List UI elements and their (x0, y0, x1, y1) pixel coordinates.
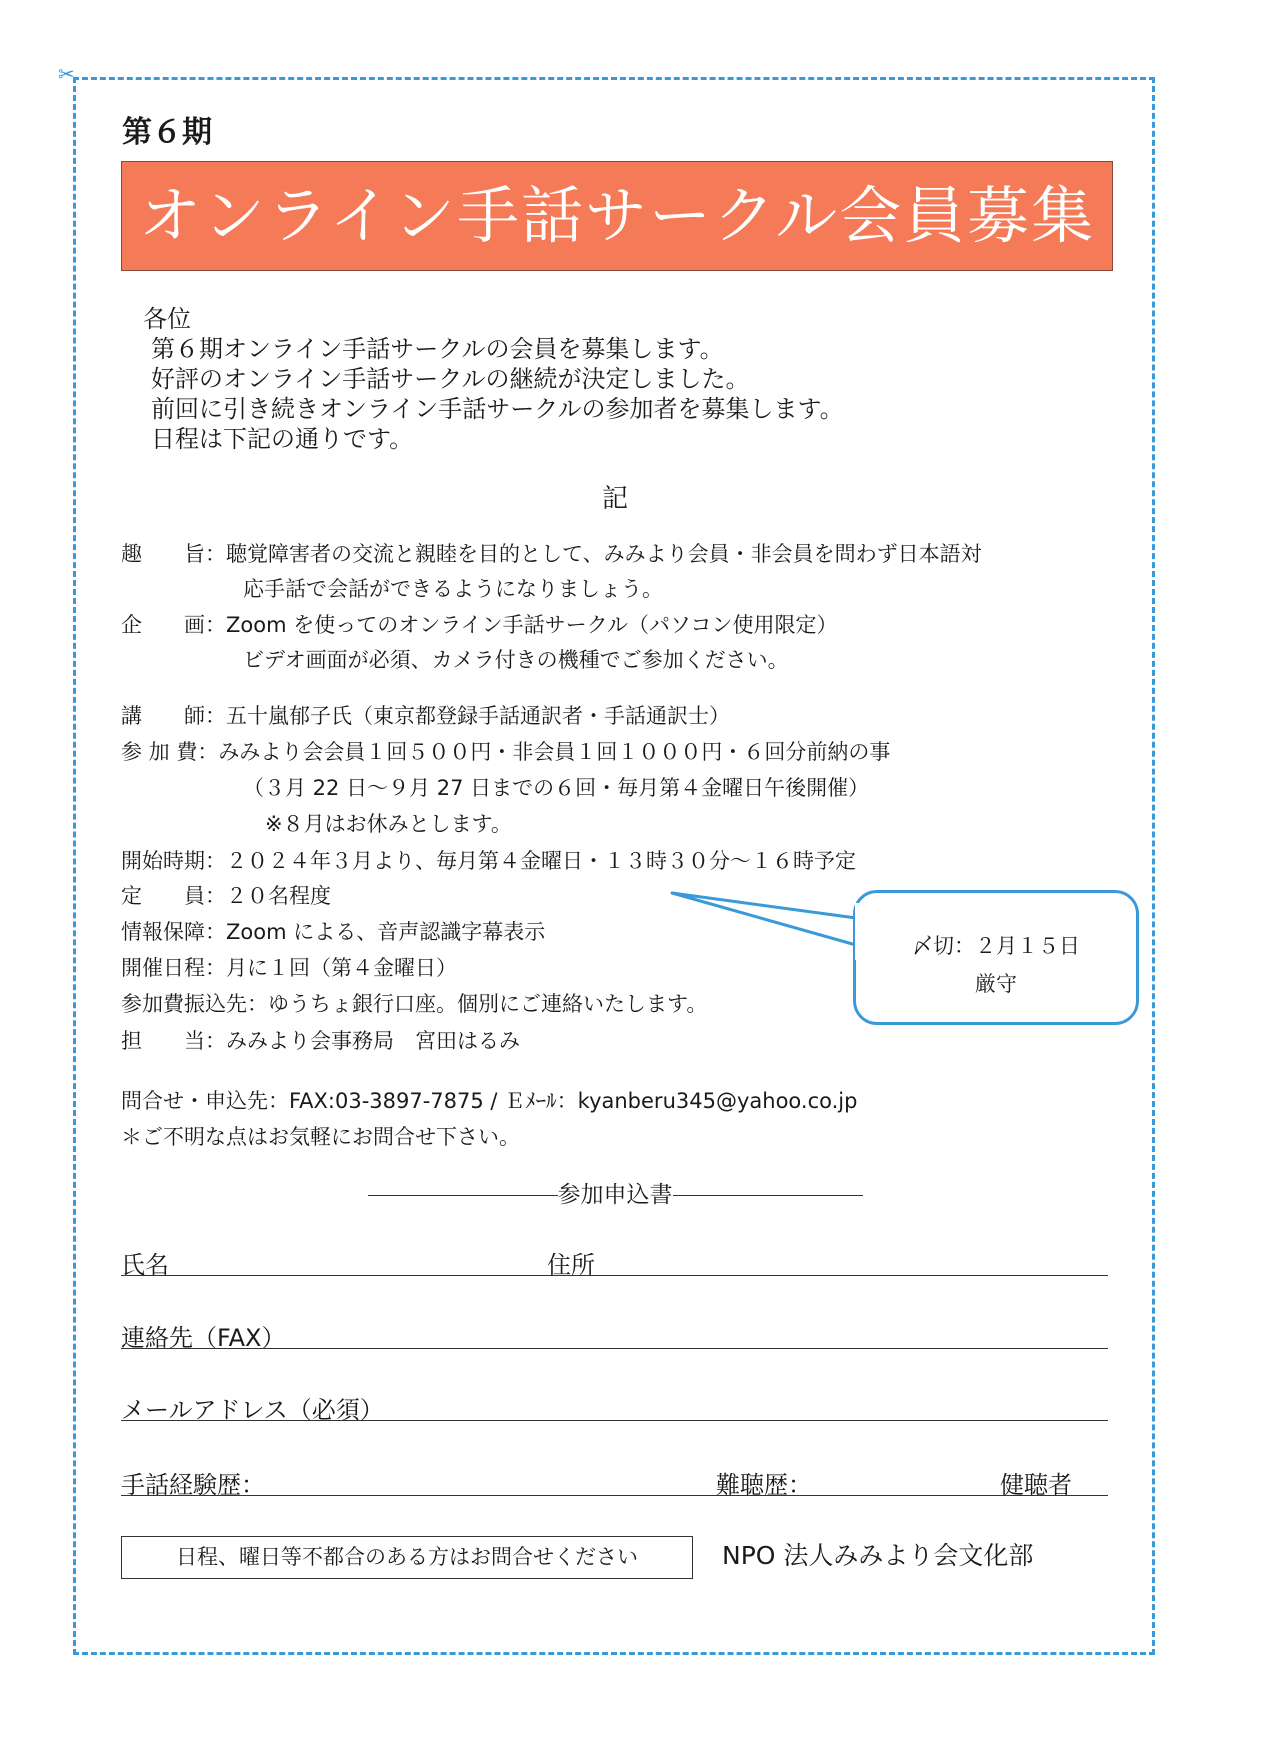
deadline-text: 〆切：２月１５日 (912, 934, 1080, 958)
fee-row-cont: （３月 22 日～９月 27 日までの６回・毎月第４金曜日午後開催） (243, 776, 870, 800)
separator-line (368, 1195, 558, 1196)
banner-title: オンライン手話サークル会員募集 (121, 161, 1113, 271)
start-label: 開始時期： (121, 849, 226, 873)
deadline-strict: 厳守 (975, 972, 1017, 996)
fax-underline[interactable] (121, 1348, 1108, 1349)
fee-label: 参 加 費： (121, 740, 219, 764)
scissors-icon: ✂ (58, 62, 75, 86)
capacity-text: ２０名程度 (226, 884, 331, 908)
purpose-text: 聴覚障害者の交流と親睦を目的として、みみより会員・非会員を問わず日本語対 (226, 542, 982, 566)
email-underline[interactable] (121, 1420, 1108, 1421)
info-text: Zoom による、音声認識字幕表示 (226, 920, 546, 944)
term-heading: 第６期 (122, 115, 212, 150)
info-label: 情報保障： (121, 920, 226, 944)
start-row (121, 845, 856, 875)
fax-field-label: 連絡先（FAX） (121, 1324, 286, 1352)
fee-note: ※８月はお休みとします。 (265, 812, 512, 836)
address-field-label: 住所 (547, 1251, 595, 1279)
intro-line: 第６期オンライン手話サークルの会員を募集します。 (151, 335, 724, 363)
purpose-row-cont: 応手話で会話ができるようになりましょう。 (243, 577, 663, 601)
intro-line: 日程は下記の通りです。 (151, 425, 414, 453)
hearing-person-label: 健聴者 (1000, 1471, 1072, 1499)
plan-text: Zoom を使ってのオンライン手話サークル（パソコン使用限定） (226, 613, 838, 637)
contact-person-row (121, 1025, 520, 1055)
intro-text (143, 304, 844, 454)
separator-line (673, 1195, 863, 1196)
start-text: ２０２４年３月より、毎月第４金曜日・１３時３０分～１６時予定 (226, 849, 856, 873)
plan-row-cont: ビデオ画面が必須、カメラ付きの機種でご参加ください。 (243, 648, 789, 672)
organization-name: NPO 法人みみより会文化部 (722, 1541, 1034, 1570)
capacity-row (121, 880, 331, 910)
callout-gap-mask (855, 903, 860, 960)
lecturer-text: 五十嵐郁子氏（東京都登録手話通訳者・手話通訳士） (226, 704, 730, 728)
info-row (121, 916, 545, 946)
ki-heading: 記 (602, 484, 629, 514)
signing-experience-label: 手話経験歴： (121, 1471, 265, 1499)
schedule-text: 月に１回（第４金曜日） (226, 956, 457, 980)
form-title: 参加申込書 (557, 1182, 673, 1208)
intro-line: 前回に引き続きオンライン手話サークルの参加者を募集します。 (151, 395, 844, 423)
schedule-label: 開催日程： (121, 956, 226, 980)
email-field-label: メールアドレス（必須） (121, 1396, 384, 1424)
purpose-label: 趣 旨： (121, 542, 226, 566)
form-title-separator (345, 1176, 885, 1209)
contact-note: ＊ご不明な点はお気軽にお問合せ下さい。 (121, 1125, 520, 1149)
lecturer-label: 講 師： (121, 704, 226, 728)
contact-person-label: 担 当： (121, 1029, 226, 1053)
payment-text: ゆうちょ銀行口座。個別にご連絡いたします。 (268, 992, 708, 1016)
lecturer-row (121, 700, 730, 730)
contact-person-text: みみより会事務局 宮田はるみ (226, 1029, 520, 1053)
experience-underline[interactable] (121, 1495, 1108, 1496)
name-address-underline[interactable] (121, 1275, 1108, 1276)
plan-label: 企 画： (121, 613, 226, 637)
hearing-loss-label: 難聴歴： (716, 1471, 812, 1499)
capacity-label: 定 員： (121, 884, 226, 908)
intro-line: 好評のオンライン手話サークルの継続が決定しました。 (151, 365, 750, 393)
purpose-row (121, 538, 982, 568)
salutation: 各位 (143, 305, 191, 333)
contact-line: 問合せ・申込先：FAX:03-3897-7875 / Ｅﾒｰﾙ：kyanberu345@yahoo.co.jp (121, 1089, 858, 1113)
schedule-notice-box: 日程、曜日等不都合のある方はお問合せください (121, 1536, 693, 1579)
name-field-label: 氏名 (121, 1251, 169, 1279)
fee-text: みみより会会員１回５００円・非会員１回１０００円・６回分前納の事 (218, 740, 891, 764)
plan-row (121, 609, 838, 639)
payment-label: 参加費振込先： (121, 992, 268, 1016)
deadline-callout (853, 890, 1139, 1025)
fee-row (121, 736, 890, 766)
payment-row (121, 988, 707, 1018)
schedule-row (121, 952, 457, 982)
